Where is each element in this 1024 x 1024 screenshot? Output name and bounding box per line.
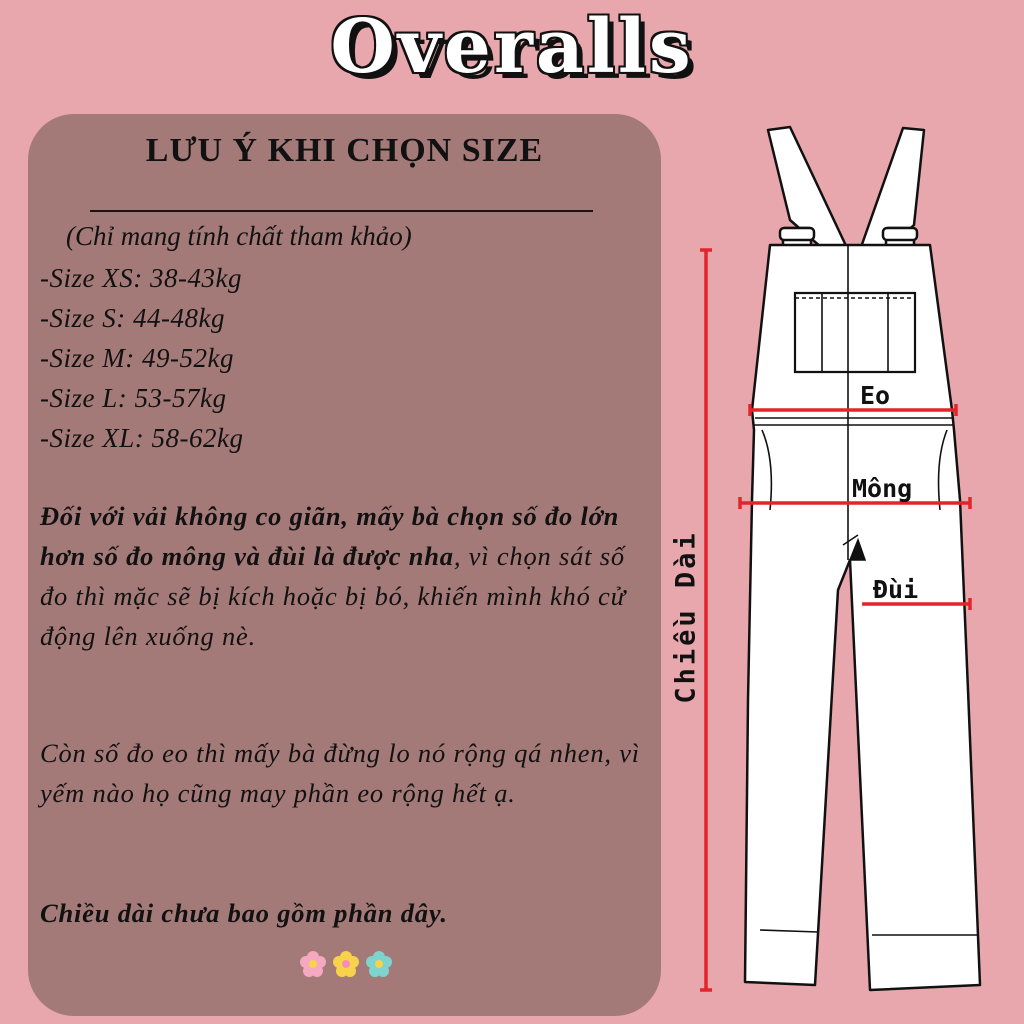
fabric-advice xyxy=(40,496,660,656)
size-item-l: -Size L: 53-57kg xyxy=(40,383,227,413)
pink-flower-icon xyxy=(300,951,326,977)
reference-note: (Chỉ mang tính chất tham khảo) xyxy=(66,221,412,251)
size-item-xl: -Size XL: 58-62kg xyxy=(40,423,244,453)
teal-flower-icon xyxy=(366,951,392,977)
length-label: Chiều Dài xyxy=(670,530,702,704)
yellow-flower-icon xyxy=(333,951,359,977)
hip-label: Mông xyxy=(852,474,913,503)
waist-label: Eo xyxy=(860,381,891,410)
thigh-label: Đùi xyxy=(873,575,919,604)
size-item-m: -Size M: 49-52kg xyxy=(40,343,234,373)
flower-icons xyxy=(297,946,397,980)
size-list xyxy=(40,258,243,458)
overalls-sketch xyxy=(700,120,1000,1000)
size-item-s: -Size S: 44-48kg xyxy=(40,303,225,333)
page-title: Overalls xyxy=(330,4,694,90)
length-advice: Chiều dài chưa bao gồm phần dây. xyxy=(40,898,448,928)
card-heading: LƯU Ý KHI CHỌN SIZE xyxy=(145,132,544,169)
waist-advice: Còn số đo eo thì mấy bà đừng lo nó rộng qá nhen, vì yếm nào họ cũng may phần eo rộng hết ạ. xyxy=(40,738,640,808)
heading-divider xyxy=(90,210,593,212)
size-item-xs: -Size XS: 38-43kg xyxy=(40,263,242,293)
fabric-advice-rest: , vì chọn sát số đo thì mặc sẽ bị kích hoặc bị bó, khiến mình khó cử động lên xuống nè. xyxy=(40,541,626,651)
fabric-advice-bold: Đối với vải không co giãn, mấy bà chọn số đo lớn hơn số đo mông và đùi là được nha xyxy=(40,501,620,571)
